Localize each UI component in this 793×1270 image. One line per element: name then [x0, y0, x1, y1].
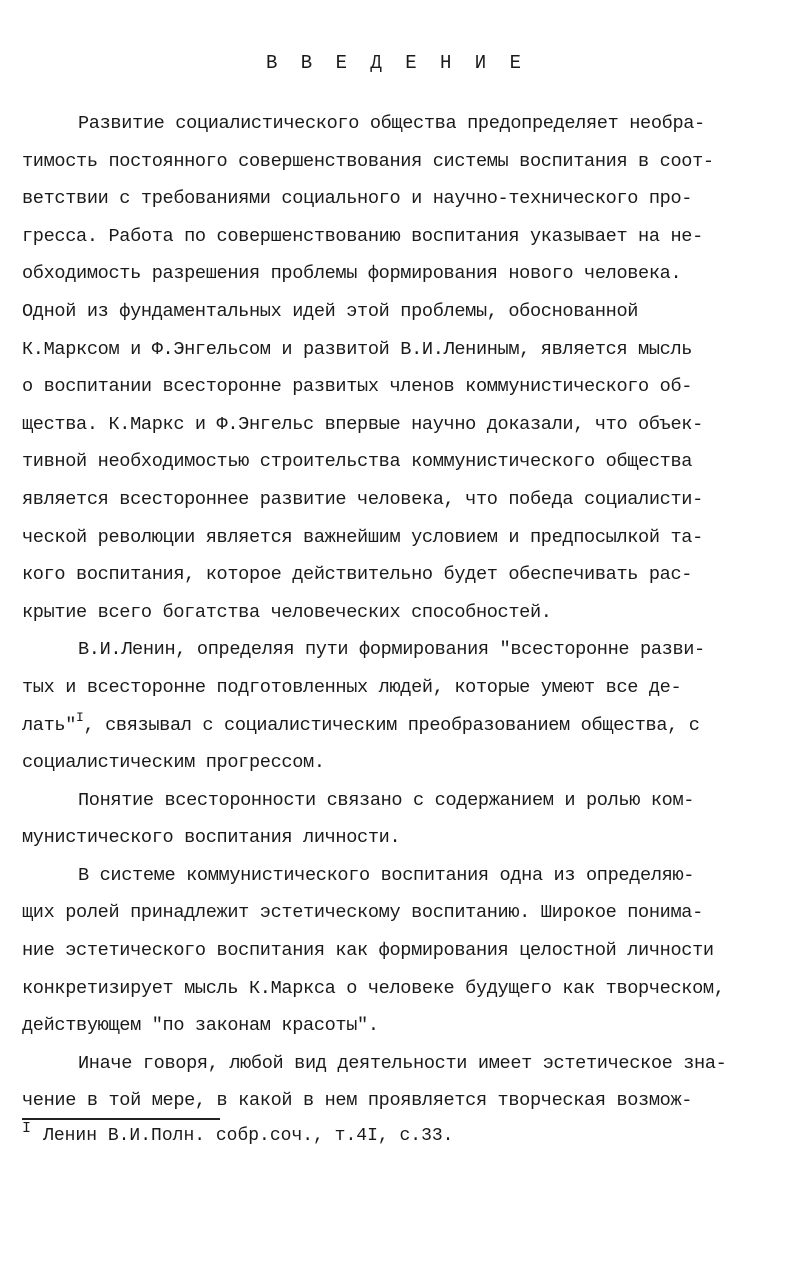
- footnote-text: Ленин В.И.Полн. собр.соч., т.4I, с.33.: [43, 1126, 454, 1146]
- text-line: действующем "по законам красоты".: [22, 1015, 379, 1037]
- text-line: К.Марксом и Ф.Энгельсом и развитой В.И.Лениным, является мысль: [22, 338, 693, 360]
- text-line-with-footnote: [22, 707, 767, 745]
- footnote-number: I: [22, 1120, 32, 1137]
- text-line: Одной из фундаментальных идей этой проблемы, обоснованной: [22, 300, 639, 322]
- text-line: конкретизирует мысль К.Маркса о человеке будущего как творческом,: [22, 977, 725, 999]
- text-line: Иначе говоря, любой вид деятельности имеет эстетическое зна-: [78, 1052, 727, 1074]
- footnote-reference: I: [76, 709, 84, 725]
- footnote-divider: [22, 1118, 220, 1120]
- text-line: ветствии с требованиями социального и научно-технического про-: [22, 188, 693, 210]
- paragraph-4: [22, 857, 767, 1045]
- text-line: крытие всего богатства человеческих способностей.: [22, 601, 552, 623]
- text-line: чение в той мере, в какой в нем проявляется творческая возмож-: [22, 1090, 693, 1112]
- page-title: В В Е Д Е Н И Е: [265, 52, 528, 74]
- text-line: является всестороннее развитие человека, что победа социалисти-: [22, 488, 703, 510]
- body-text: [22, 105, 767, 1120]
- text-line: ческой революции является важнейшим условием и предпосылкой та-: [22, 526, 703, 548]
- text-line: социалистическим прогрессом.: [22, 752, 325, 774]
- text-line: тивной необходимостью строительства коммунистического общества: [22, 451, 693, 473]
- text-line: щих ролей принадлежит эстетическому воспитанию. Широкое понима-: [22, 902, 703, 924]
- text-line: гресса. Работа по совершенствованию воспитания указывает на не-: [22, 225, 703, 247]
- text-line: Развитие социалистического общества предопределяет необра-: [78, 113, 705, 134]
- text-fragment: лать": [22, 714, 77, 736]
- text-line: В.И.Ленин, определяя пути формирования "всесторонне разви-: [78, 639, 705, 661]
- text-line: кого воспитания, которое действительно будет обеспечивать рас-: [22, 564, 693, 586]
- text-line: обходимость разрешения проблемы формирования нового человека.: [22, 263, 682, 285]
- text-line: мунистического воспитания личности.: [22, 827, 401, 849]
- paragraph-5: [22, 1045, 767, 1120]
- text-fragment: , связывал с социалистическим преобразованием общества, с: [83, 714, 700, 736]
- text-line: тимость постоянного совершенствования системы воспитания в соот-: [22, 150, 714, 172]
- text-line: В системе коммунистического воспитания одна из определяю-: [78, 864, 695, 886]
- text-line: ние эстетического воспитания как формирования целостной личности: [22, 940, 714, 962]
- text-line: тых и всесторонне подготовленных людей, которые умеют все де-: [22, 676, 682, 698]
- paragraph-2: [22, 631, 767, 781]
- text-line: щества. К.Маркс и Ф.Энгельс впервые научно доказали, что объек-: [22, 413, 703, 435]
- paragraph-1: [22, 105, 767, 631]
- paragraph-3: [22, 782, 767, 857]
- text-line: Понятие всесторонности связано с содержанием и ролью ком-: [78, 789, 695, 811]
- footnote: [22, 1120, 454, 1146]
- text-line: о воспитании всесторонне развитых членов коммунистического об-: [22, 376, 693, 398]
